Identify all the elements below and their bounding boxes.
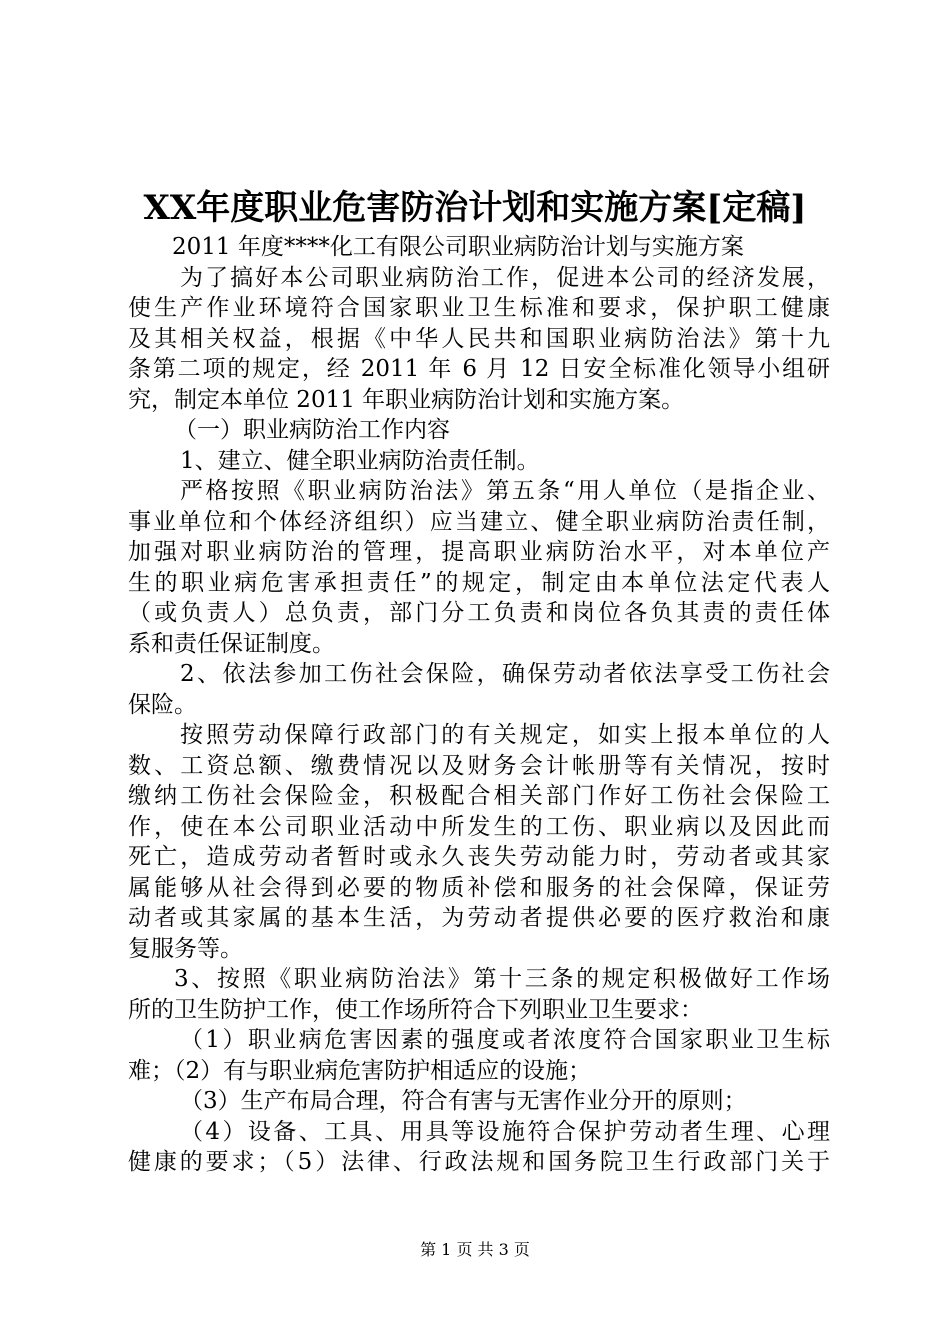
text-line: 死亡，造成劳动者暂时或永久丧失劳动能力时，劳动者或其家 bbox=[128, 844, 830, 870]
text-line: 使生产作业环境符合国家职业卫生标准和要求，保护职工健康 bbox=[128, 295, 830, 321]
text-line: （或负责人）总负责，部门分工负责和岗位各负其责的责任体 bbox=[128, 600, 830, 626]
text-line: 系和责任保证制度。 bbox=[128, 630, 335, 657]
text-line: 数、工资总额、缴费情况以及财务会计帐册等有关情况，按时 bbox=[128, 752, 830, 779]
text-line: 严格按照《职业病防治法》第五条“用人单位（是指企业、 bbox=[180, 478, 830, 504]
text-line: 2、依法参加工伤社会保险，确保劳动者依法享受工伤社会 bbox=[180, 661, 830, 687]
text-line: 所的卫生防护工作，使工作场所符合下列职业卫生要求： bbox=[128, 996, 703, 1023]
text-line: 缴纳工伤社会保险金，积极配合相关部门作好工伤社会保险工 bbox=[128, 783, 830, 809]
text-line: 生的职业病危害承担责任”的规定，制定由本单位法定代表人 bbox=[128, 569, 830, 596]
text-line: 3、按照《职业病防治法》第十三条的规定积极做好工作场 bbox=[174, 966, 830, 992]
text-line: 作，使在本公司职业活动中所发生的工伤、职业病以及因此而 bbox=[128, 813, 830, 840]
document-body bbox=[128, 232, 830, 1178]
text-line: （一）职业病防治工作内容 bbox=[174, 417, 450, 443]
text-line: 及其相关权益，根据《中华人民共和国职业病防治法》第十九 bbox=[128, 325, 830, 352]
text-line: 事业单位和个体经济组织）应当建立、健全职业病防治责任制， bbox=[128, 508, 830, 535]
text-line: 究，制定本单位 2011 年职业病防治计划和实施方案。 bbox=[128, 386, 685, 413]
text-line: 1、建立、健全职业病防治责任制。 bbox=[180, 447, 540, 474]
text-line: 难；（2）有与职业病危害防护相适应的设施； bbox=[128, 1057, 592, 1084]
text-line: 加强对职业病防治的管理，提高职业病防治水平，对本单位产 bbox=[128, 539, 830, 565]
text-line: （1）职业病危害因素的强度或者浓度符合国家职业卫生标 bbox=[180, 1027, 830, 1053]
text-line: （4）设备、工具、用具等设施符合保护劳动者生理、心理 bbox=[180, 1118, 830, 1145]
text-line: 条第二项的规定，经 2011 年 6 月 12 日安全标准化领导小组研 bbox=[128, 356, 830, 382]
text-line: 保险。 bbox=[128, 691, 197, 718]
page-footer: 第 1 页 共 3 页 bbox=[420, 1240, 530, 1259]
text-line: 2011 年度****化工有限公司职业病防治计划与实施方案 bbox=[172, 234, 744, 260]
text-line: 动者或其家属的基本生活，为劳动者提供必要的医疗救治和康 bbox=[128, 905, 830, 931]
text-line: 属能够从社会得到必要的物质补偿和服务的社会保障，保证劳 bbox=[128, 874, 830, 901]
text-line: 复服务等。 bbox=[128, 935, 243, 962]
text-line: 为了搞好本公司职业病防治工作，促进本公司的经济发展， bbox=[180, 264, 830, 291]
text-line: 按照劳动保障行政部门的有关规定，如实上报本单位的人 bbox=[180, 722, 830, 748]
text-line: 健康的要求；（5）法律、行政法规和国务院卫生行政部门关于 bbox=[128, 1149, 830, 1175]
text-line: （3）生产布局合理，符合有害与无害作业分开的原则； bbox=[180, 1088, 747, 1114]
document-title: XX年度职业危害防治计划和实施方案[定稿] bbox=[143, 188, 807, 228]
